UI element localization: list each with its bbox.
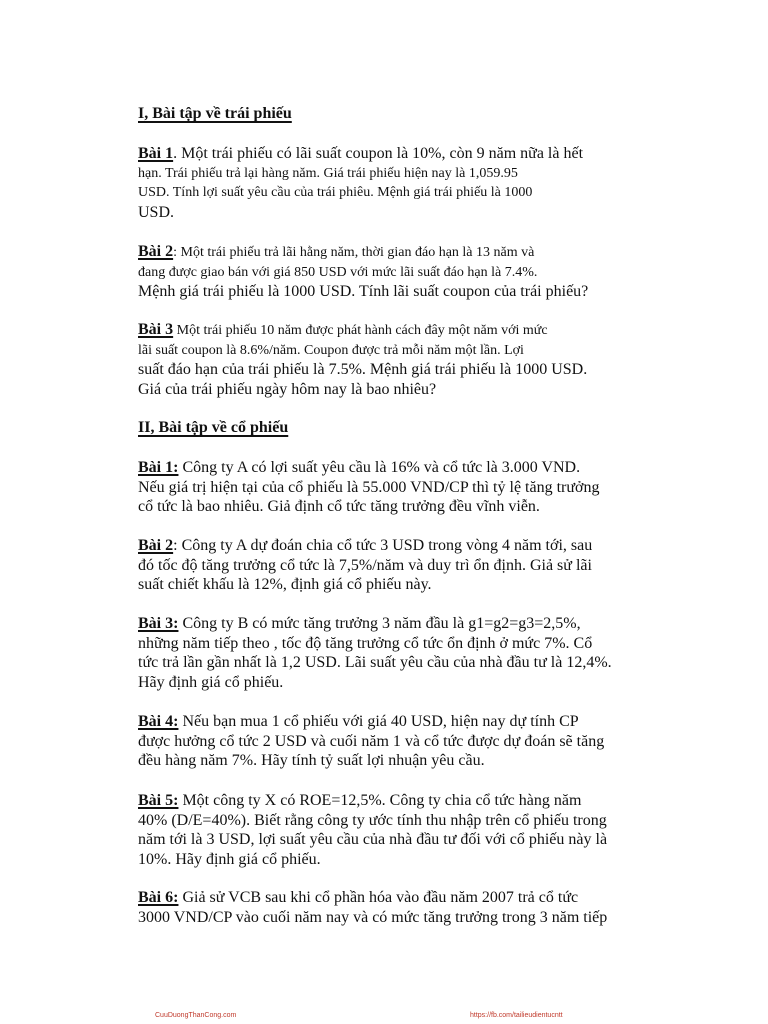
exercise-text: Nếu bạn mua 1 cổ phiếu với giá 40 USD, hiện nay dự tính CP [178,713,579,730]
exercise-text: 3000 VND/CP vào cuối năm nay và có mức tăng trưởng trong 3 năm tiếp [138,908,608,926]
exercise-text: Công ty A có lợi suất yêu cầu là 16% và cổ tức là 3.000 VND. [178,459,581,476]
exercise-text: năm tới là 3 USD, lợi suất yêu cầu của nhà đầu tư đối với cổ phiếu này là [138,831,608,848]
exercise-text: đó tốc độ tăng trưởng cổ tức là 7,5%/năm và duy trì ổn định. Giả sử lãi [138,556,592,574]
exercise-text: 40% (D/E=40%). Biết rằng công ty ước tính thu nhập trên cổ phiếu trong [138,811,607,829]
section-title-bonds: I, Bài tập về trái phiếu [138,105,292,122]
exercise-label: Bài 1: [138,459,179,476]
exercise-label: Bài 3: [138,615,179,632]
exercise-text: Giá của trái phiếu ngày hôm nay là bao nhiêu? [138,380,437,398]
exercise-label: Bài 3 [138,321,174,338]
exercise-text: Nếu giá trị hiện tại của cổ phiếu là 55.000 VND/CP thì tỷ lệ tăng trưởng [138,478,600,496]
exercise-text: 10%. Hãy định giá cổ phiếu. [138,850,321,868]
footer-left-link[interactable]: CuuDuongThanCong.com [155,1012,237,1019]
exercise-text: : Công ty A dự đoán chia cổ tức 3 USD trong vòng 4 năm tới, sau [173,537,593,554]
bond-exercise-1 [138,144,638,222]
stock-exercise-6 [138,888,638,927]
exercise-label: Bài 1 [138,145,174,162]
exercise-text: Công ty B có mức tăng trưởng 3 năm đầu là g1=g2=g3=2,5%, [178,615,581,632]
stock-exercise-4 [138,712,638,771]
stock-exercise-5 [138,791,638,869]
exercise-text: : Một trái phiếu trả lãi hằng năm, thời gian đáo hạn là 13 năm và [173,245,535,260]
exercise-text: USD. [138,203,175,221]
exercise-text: . Một trái phiếu có lãi suất coupon là 10%, còn 9 năm nữa là hết [173,145,584,162]
exercise-text: tức trả lần gần nhất là 1,2 USD. Lãi suất yêu cầu của nhà đầu tư là 12,4%. [138,654,612,671]
exercise-label: Bài 2 [138,537,174,554]
exercise-text: đều hàng năm 7%. Hãy tính tỷ suất lợi nhuận yêu cầu. [138,752,485,769]
exercise-text: được hưởng cổ tức 2 USD và cuối năm 1 và cổ tức được dự đoán sẽ tăng [138,732,605,750]
exercise-text: Một công ty X có ROE=12,5%. Công ty chia cổ tức hàng năm [178,792,582,809]
exercise-text: Giả sử VCB sau khi cổ phần hóa vào đầu năm 2007 trả cổ tức [178,889,579,906]
footer-right-link[interactable]: https://fb.com/tailieudientucntt [470,1012,563,1019]
stock-exercise-1 [138,458,638,517]
exercise-label: Bài 4: [138,713,179,730]
exercise-text: những năm tiếp theo , tốc độ tăng trưởng cổ tức ổn định ở mức 7%. Cổ [138,634,593,652]
exercise-text: USD. Tính lợi suất yêu cầu của trái phiêu. Mệnh giá trái phiếu là 1000 [138,185,533,200]
section-title-stocks: II, Bài tập về cổ phiếu [138,419,289,436]
exercise-text: đang được giao bán với giá 850 USD với mức lãi suất đáo hạn là 7.4%. [138,264,538,280]
exercise-text: suất chiết khấu là 12%, định giá cổ phiếu này. [138,576,432,593]
exercise-text: Hãy định giá cổ phiếu. [138,673,284,691]
exercise-text: hạn. Trái phiếu trả lại hàng năm. Giá trái phiếu hiện nay là 1,059.95 [138,165,518,181]
exercise-text: Một trái phiếu 10 năm được phát hành cách đây một năm với mức [173,323,548,338]
stock-exercise-2 [138,536,638,595]
exercise-text: suất đáo hạn của trái phiếu là 7.5%. Mệnh giá trái phiếu là 1000 USD. [138,361,588,378]
exercise-label: Bài 2 [138,243,174,260]
exercise-text: cổ tức là bao nhiêu. Giả định cổ tức tăng trưởng đều vĩnh viễn. [138,498,540,515]
bond-exercise-2 [138,242,638,302]
exercise-label: Bài 6: [138,889,179,906]
exercise-text: lãi suất coupon là 8.6%/năm. Coupon được trả mỗi năm một lần. Lợi [138,342,524,358]
exercise-label: Bài 5: [138,792,179,809]
exercise-text: Mệnh giá trái phiếu là 1000 USD. Tính lãi suất coupon của trái phiếu? [138,283,589,300]
stock-exercise-3 [138,614,638,692]
bond-exercise-3 [138,320,638,399]
